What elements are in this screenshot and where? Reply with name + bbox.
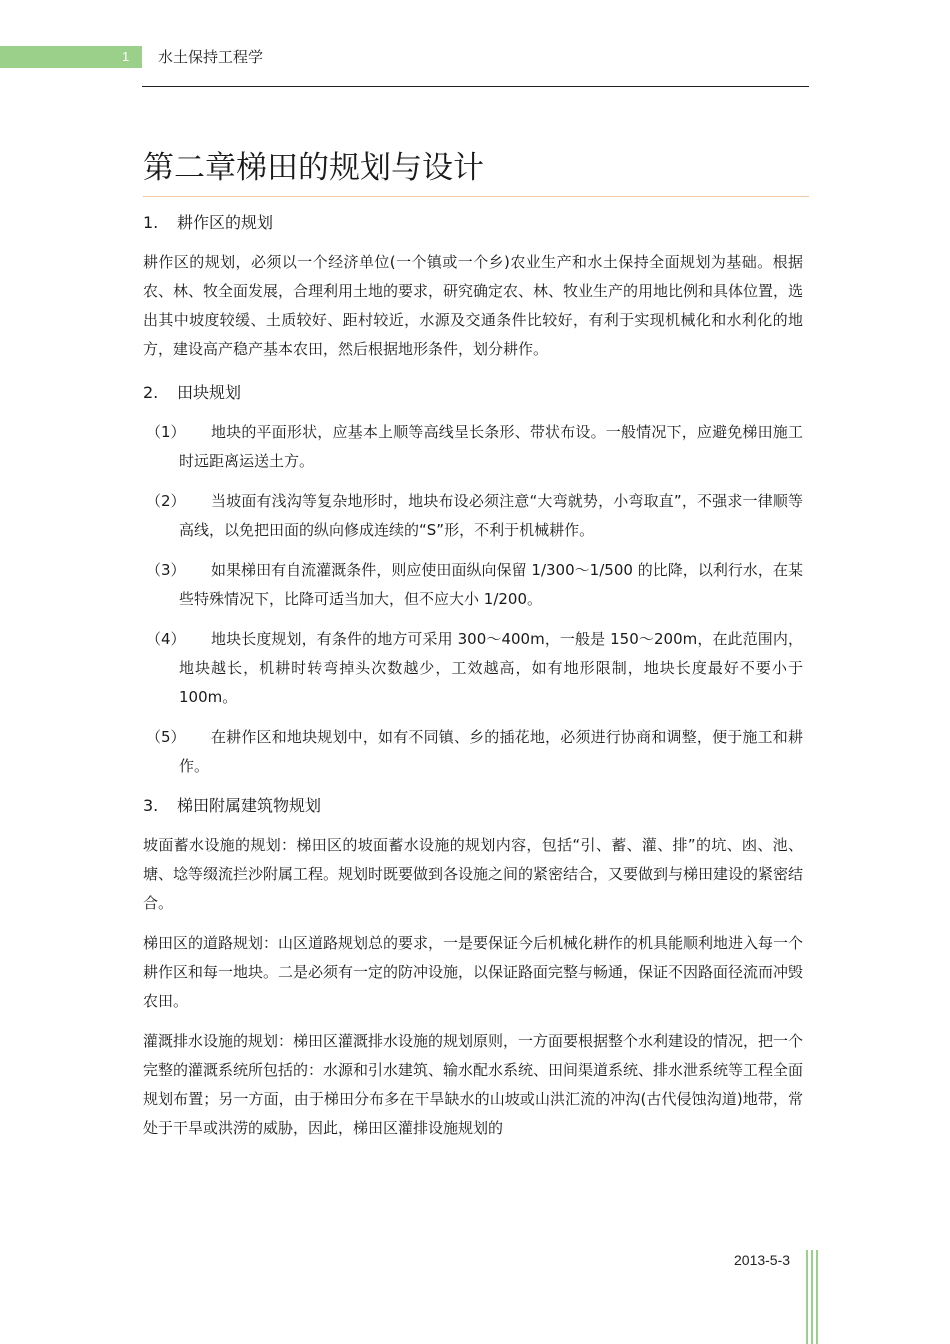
footer-date: 2013-5-3 <box>734 1252 791 1268</box>
footer-decorative-bars <box>806 1250 820 1344</box>
section-number: 1. <box>143 213 159 232</box>
list-item-text: 如果梯田有自流灌溉条件，则应使田面纵向保留 1/300～1/500 的比降，以利行水，在某些特殊情况下，比降可适当加大，但不应大小 1/200。 <box>179 561 803 608</box>
section-heading-3 <box>143 795 803 817</box>
list-item-index: （2） <box>146 492 186 510</box>
section-number: 2. <box>143 383 159 402</box>
section-title: 耕作区的规划 <box>177 213 274 232</box>
header-color-bar <box>0 46 142 68</box>
list-item-index: （1） <box>146 423 186 441</box>
section-title: 田块规划 <box>177 383 242 402</box>
section-number: 3. <box>143 796 159 815</box>
list-item <box>143 625 803 712</box>
section-heading-1 <box>143 212 803 234</box>
list-item <box>143 487 803 545</box>
section-3-paragraph-2: 梯田区的道路规划：山区道路规划总的要求，一是要保证今后机械化耕作的机具能顺利地进入每一个耕作区和每一地块。二是必须有一定的防冲设施，以保证路面完整与畅通，保证不因路面径流而冲毁农田。 <box>143 934 804 1010</box>
list-item-text: 地块长度规划，有条件的地方可采用 300～400m，一般是 150～200m，在此范围内，地块越长，机耕时转弯掉头次数越少，工效越高，如有地形限制，地块长度最好不要小于 100m。 <box>179 630 803 706</box>
section-heading-2 <box>143 382 803 404</box>
list-item-index: （5） <box>146 728 186 746</box>
list-item-text: 在耕作区和地块规划中，如有不同镇、乡的插花地，必须进行协商和调整，便于施工和耕作。 <box>179 728 803 775</box>
list-item-index: （3） <box>146 561 186 579</box>
header-book-title: 水土保持工程学 <box>158 48 264 66</box>
list-item <box>143 556 803 614</box>
list-item <box>143 418 803 476</box>
list-item <box>143 723 803 781</box>
list-item-index: （4） <box>146 630 186 648</box>
chapter-title-underline <box>143 196 809 197</box>
document-body <box>143 206 803 1143</box>
chapter-title: 第二章梯田的规划与设计 <box>143 150 484 186</box>
list-item-text: 当坡面有浅沟等复杂地形时，地块布设必须注意“大弯就势，小弯取直”，不强求一律顺等高线，以免把田面的纵向修成连续的“S”形，不利于机械耕作。 <box>179 492 803 539</box>
list-item-text: 地块的平面形状，应基本上顺等高线呈长条形、带状布设。一般情况下，应避免梯田施工时远距离运送土方。 <box>179 423 803 470</box>
section-1-paragraph: 耕作区的规划，必须以一个经济单位(一个镇或一个乡)农业生产和水土保持全面规划为基础。根据农、林、牧全面发展，合理利用土地的要求，研究确定农、林、牧业生产的用地比例和具体位置，选出其中坡度较缓、土质较好、距村较近，水源及交通条件比较好，有利于实现机械化和水利化的地方，建设高产稳产基本农田，然后根据地形条件，划分耕作。 <box>143 253 804 358</box>
page-number: 1 <box>122 49 130 64</box>
section-title: 梯田附属建筑物规划 <box>177 796 322 815</box>
section-3-paragraph-3: 灌溉排水设施的规划：梯田区灌溉排水设施的规划原则，一方面要根据整个水利建设的情况，把一个完整的灌溉系统所包括的：水源和引水建筑、输水配水系统、田间渠道系统、排水泄系统等工程全面规划布置；另一方面，由于梯田分布多在干旱缺水的山坡或山洪汇流的冲沟(古代侵蚀沟道)地带，常处于干旱或洪涝的威胁，因此，梯田区灌排设施规划的 <box>143 1032 804 1137</box>
section-3-paragraph-1: 坡面蓄水设施的规划：梯田区的坡面蓄水设施的规划内容，包括“引、蓄、灌、排”的坑、凼、池、塘、埝等缀流拦沙附属工程。规划时既要做到各设施之间的紧密结合，又要做到与梯田建设的紧密结合。 <box>143 836 804 912</box>
header-divider <box>142 86 809 87</box>
